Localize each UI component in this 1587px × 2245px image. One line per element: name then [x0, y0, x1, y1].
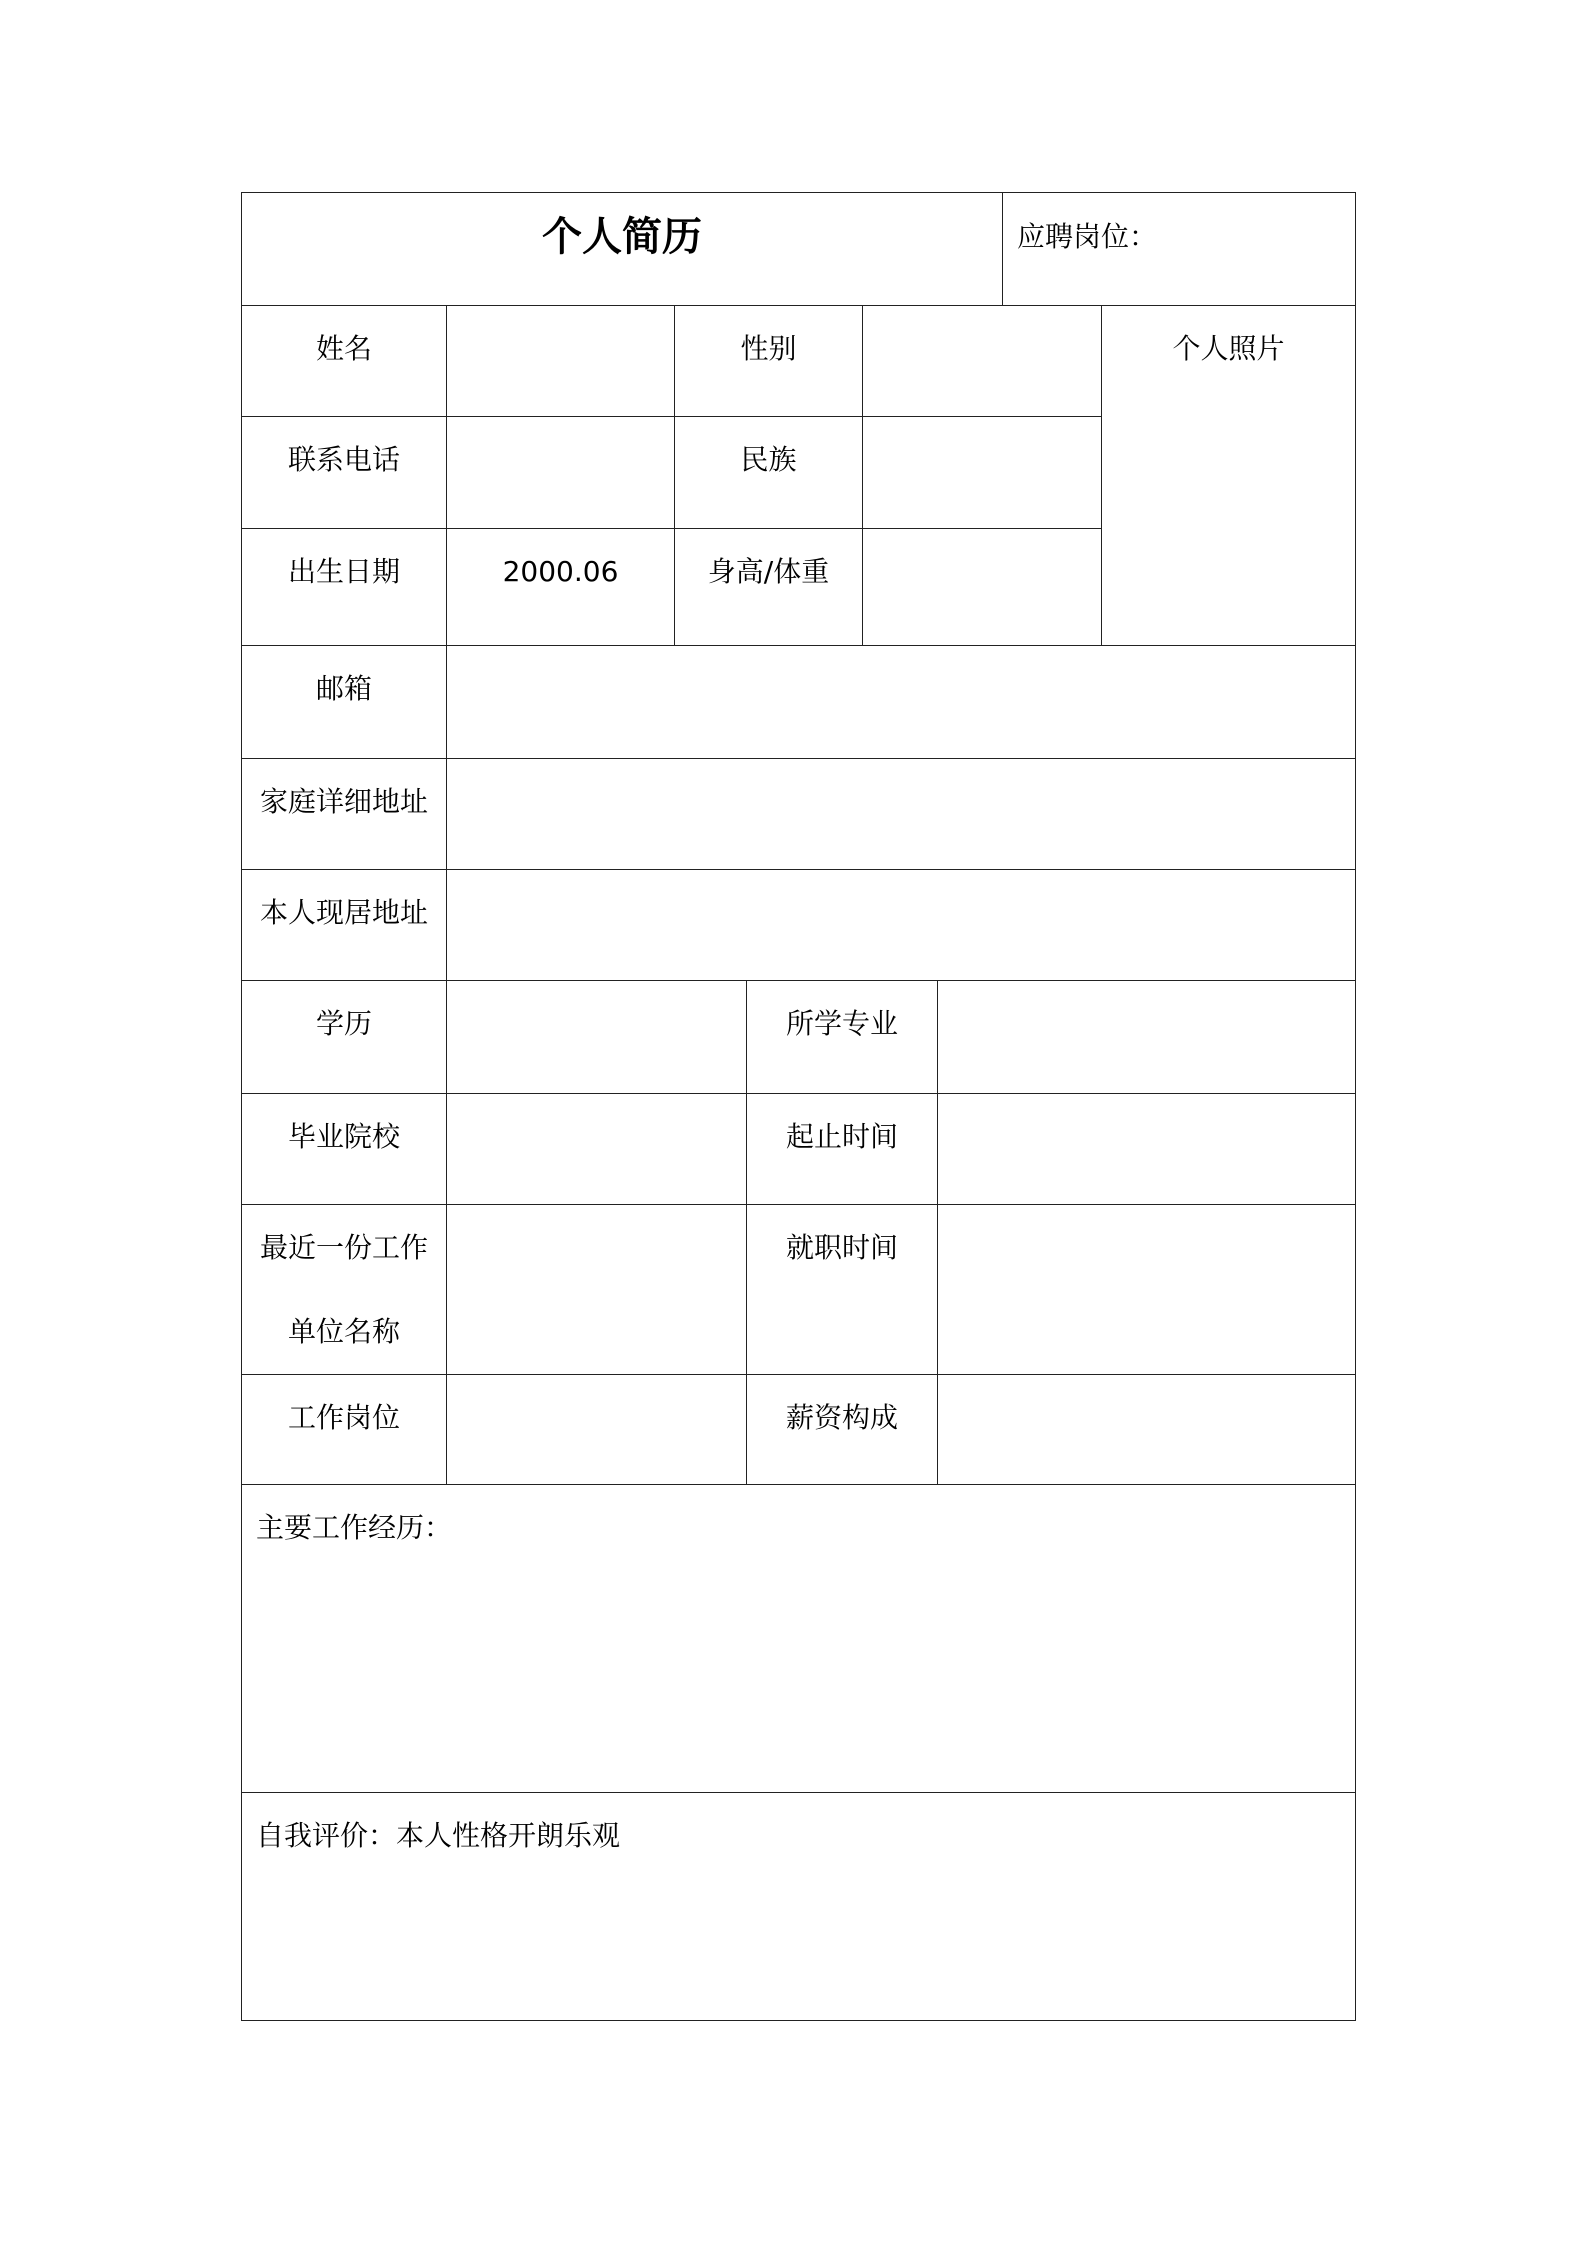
major-label: 所学专业 — [747, 981, 938, 1094]
resume-table — [241, 192, 1356, 2021]
job-position-label: 工作岗位 — [242, 1375, 447, 1485]
self-evaluation-label: 自我评价： — [256, 1819, 397, 1852]
education-value[interactable] — [447, 981, 747, 1094]
email-value[interactable] — [447, 646, 1356, 759]
ethnicity-label: 民族 — [675, 417, 863, 529]
salary-value[interactable] — [938, 1375, 1356, 1485]
height-weight-value[interactable] — [863, 529, 1102, 646]
study-period-value[interactable] — [938, 1094, 1356, 1205]
last-employer-label — [242, 1205, 447, 1375]
ethnicity-value[interactable] — [863, 417, 1102, 529]
email-label: 邮箱 — [242, 646, 447, 759]
school-value[interactable] — [447, 1094, 747, 1205]
major-value[interactable] — [938, 981, 1356, 1094]
self-evaluation-value[interactable]: 本人性格开朗乐观 — [396, 1819, 621, 1852]
work-experience-cell[interactable] — [242, 1485, 1356, 1793]
study-period-label: 起止时间 — [747, 1094, 938, 1205]
name-label: 姓名 — [242, 306, 447, 417]
gender-value[interactable] — [863, 306, 1102, 417]
resume-title: 个人简历 — [242, 193, 1003, 306]
birth-date-value[interactable]: 2000.06 — [447, 529, 675, 646]
current-address-label: 本人现居地址 — [242, 870, 447, 981]
gender-label: 性别 — [675, 306, 863, 417]
home-address-label: 家庭详细地址 — [242, 759, 447, 870]
employment-time-label: 就职时间 — [747, 1205, 938, 1375]
job-position-value[interactable] — [447, 1375, 747, 1485]
last-employer-label-line-1: 最近一份工作 — [259, 1231, 428, 1264]
phone-value[interactable] — [447, 417, 675, 529]
employment-time-value[interactable] — [938, 1205, 1356, 1375]
last-employer-label-line-2: 单位名称 — [287, 1315, 400, 1348]
home-address-value[interactable] — [447, 759, 1356, 870]
height-weight-label: 身高/体重 — [675, 529, 863, 646]
position-applied-label: 应聘岗位： — [1017, 220, 1158, 253]
birth-date-label: 出生日期 — [242, 529, 447, 646]
name-value[interactable] — [447, 306, 675, 417]
school-label: 毕业院校 — [242, 1094, 447, 1205]
last-employer-value[interactable] — [447, 1205, 747, 1375]
self-evaluation-cell[interactable] — [242, 1793, 1356, 2021]
education-label: 学历 — [242, 981, 447, 1094]
position-applied-cell[interactable] — [1003, 193, 1356, 306]
phone-label: 联系电话 — [242, 417, 447, 529]
salary-label: 薪资构成 — [747, 1375, 938, 1485]
photo-placeholder[interactable]: 个人照片 — [1102, 306, 1356, 646]
work-experience-label: 主要工作经历： — [256, 1511, 453, 1544]
current-address-value[interactable] — [447, 870, 1356, 981]
